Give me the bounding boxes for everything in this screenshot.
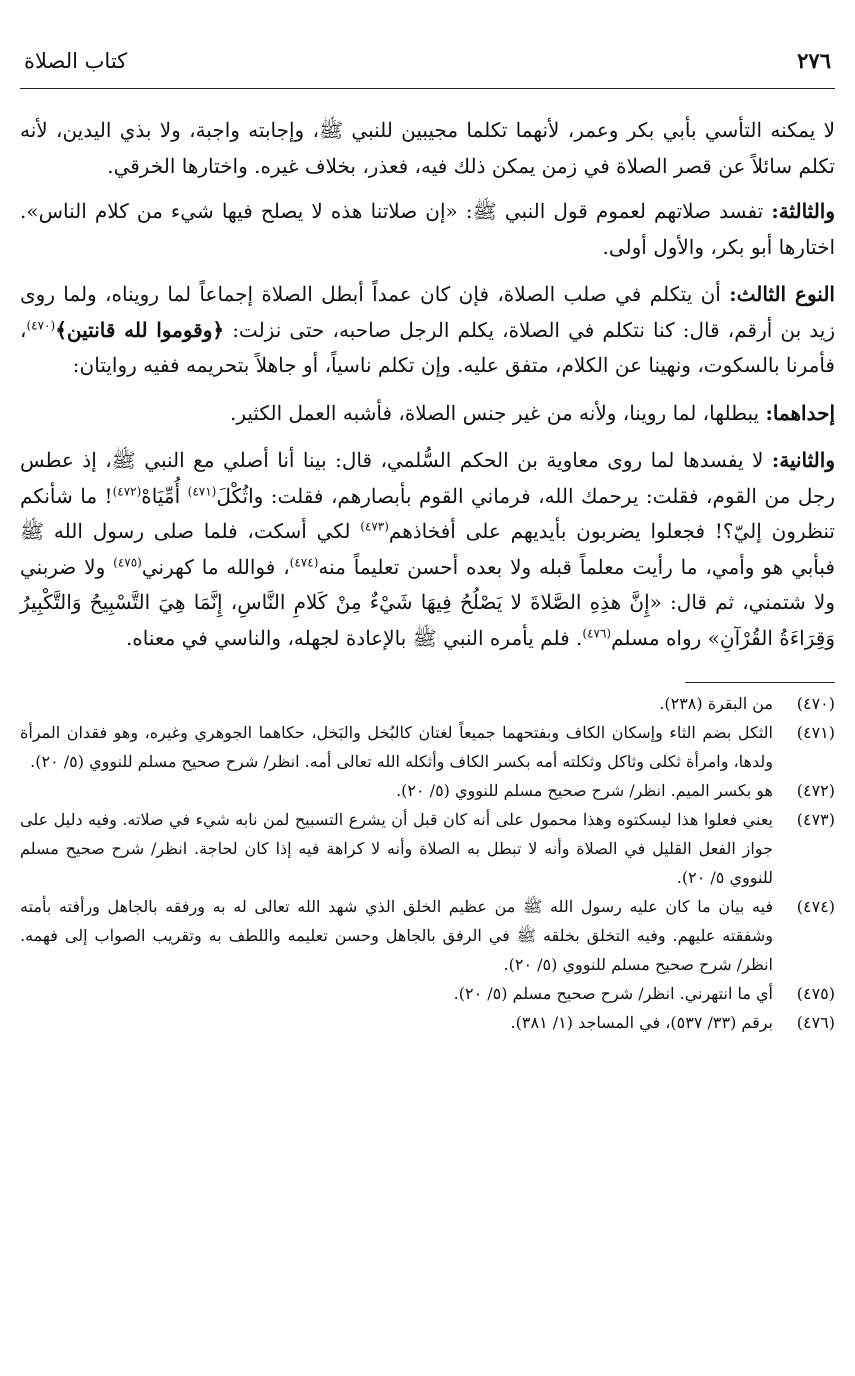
footnote-number: (٤٧١) bbox=[796, 723, 835, 742]
footnote-ref: (٤٧٢) bbox=[112, 483, 142, 498]
paragraph-text: لا يفسدها لما روى معاوية بن الحكم السُّلمي، قال: بينا أنا أصلي مع النبي ﷺ، إذ عطس رجل من القوم، فقلت: يرحمك الله، فرماني القوم بأبصارهم، فقلت: واثُكْلَ bbox=[20, 448, 836, 508]
paragraph bbox=[20, 277, 835, 384]
footnote bbox=[20, 689, 835, 718]
footnote bbox=[20, 776, 835, 805]
footnote bbox=[20, 979, 835, 1008]
page-number: ٢٧٦ bbox=[797, 48, 831, 73]
paragraph-label: والثانية: bbox=[771, 448, 835, 472]
footnote-ref: (٤٧٤) bbox=[289, 554, 319, 569]
footnote-ref: (٤٧٣) bbox=[360, 519, 389, 534]
footnote bbox=[20, 1008, 835, 1037]
footnote-text: الثكل بضم الثاء وإسكان الكاف وبفتحهما جميعاً لغتان كالبُخل والبَخل، حكاهما الجوهري وغيره، وهو فقدان المرأة ولدها، وامرأة ثكلى وثاكل وثكلته أمه بكسر الكاف وأثكله الله تعالى أمه. انظر/ شرح صحيح مسلم للنووي (٥/ ٢٠). bbox=[20, 723, 773, 771]
footnote-ref: (٤٧٦) bbox=[582, 625, 612, 640]
paragraph-text: أن يتكلم في صلب الصلاة، فإن كان عمداً أبطل الصلاة إجماعاً لما رويناه، ولما روى زيد بن أرقم، قال: كنا نتكلم في الصلاة، يكلم الرجل صاحبه، حتى نزلت: bbox=[20, 282, 835, 342]
paragraph-text: . فلم يأمره النبي ﷺ بالإعادة لجهله، والناسي في معناه. bbox=[125, 625, 583, 650]
paragraph-text: ، فأمرنا بالسكوت، ونهينا عن الكلام، متفق عليه. وإن تكلم ناسياً، أو جاهلاً بتحريمه ففيه روايتان: bbox=[20, 317, 835, 377]
footnote-text: برقم (٣٣/ ٥٣٧)، في المساجد (١/ ٣٨١). bbox=[510, 1013, 773, 1032]
footnote-number: (٤٧٤) bbox=[796, 897, 835, 916]
footnote-ref: (٤٧٠) bbox=[26, 317, 56, 332]
footnote-text: هو بكسر الميم. انظر/ شرح صحيح مسلم للنووي (٥/ ٢٠). bbox=[396, 781, 773, 800]
paragraph-text: ! ما شأنكم تنظرون إليّ؟! فجعلوا يضربون بأيديهم على أفخاذهم bbox=[20, 483, 835, 543]
paragraph-text: يبطلها، لما روينا، ولأنه من غير جنس الصلاة، فأشبه العمل الكثير. bbox=[229, 400, 766, 425]
paragraph-text: تفسد صلاتهم لعموم قول النبي ﷺ: «إن صلاتنا هذه لا يصلح فيها شيء من كلام الناس». اختارها أبو بكر، والأول أولى. bbox=[20, 199, 835, 259]
paragraph-label: والثالثة: bbox=[771, 199, 835, 223]
paragraph bbox=[20, 194, 835, 265]
footnote-text: فيه بيان ما كان عليه رسول الله ﷺ من عظيم الخلق الذي شهد الله تعالى له به ورفقه بالجاهل ورأفته بأمته وشفقته عليهم. وفيه التخلق بخلقه ﷺ في الرفق بالجاهل وحسن تعليمه واللطف به وتقريب الصواب إلى فهمه. انظر/ شرح صحيح مسلم للنووي (٥/ ٢٠). bbox=[20, 897, 773, 974]
footnote bbox=[20, 718, 835, 776]
paragraph bbox=[20, 443, 835, 656]
paragraph-text: أُمِّيَاهْ bbox=[141, 483, 188, 508]
footnote bbox=[20, 805, 835, 892]
paragraph bbox=[20, 396, 835, 432]
footnotes bbox=[20, 689, 835, 1037]
running-title: كتاب الصلاة bbox=[24, 49, 128, 73]
footnote-ref: (٤٧٥) bbox=[113, 554, 142, 569]
footnote-number: (٤٧٠) bbox=[796, 694, 835, 713]
footnote-ref: (٤٧١) bbox=[187, 483, 217, 498]
footnote-text: أي ما انتهرني. انظر/ شرح صحيح مسلم (٥/ ٢٠). bbox=[453, 984, 773, 1003]
footnote-number: (٤٧٥) bbox=[796, 984, 835, 1003]
quran-verse: ﴿وقوموا لله قانتين﴾ bbox=[55, 317, 225, 342]
main-text bbox=[20, 113, 835, 656]
paragraph-label: إحداهما: bbox=[765, 400, 835, 425]
book-page bbox=[20, 48, 835, 1037]
footnote-number: (٤٧٦) bbox=[796, 1013, 835, 1032]
paragraph-text: لكي أسكت، فلما صلى رسول الله ﷺ فبأبي هو وأمي، ما رأيت معلماً قبله ولا بعده أحسن تعليماً منه bbox=[20, 519, 835, 579]
footnote-number: (٤٧٣) bbox=[796, 810, 835, 829]
footnote-text: من البقرة (٢٣٨). bbox=[659, 694, 773, 713]
footnote-number: (٤٧٢) bbox=[796, 781, 835, 800]
paragraph-label: النوع الثالث: bbox=[729, 282, 835, 306]
paragraph-text: لا يمكنه التأسي بأبي بكر وعمر، لأنهما تكلما مجيبين للنبي ﷺ، وإجابته واجبة، ولا بذي اليدين، لأنه تكلم سائلاً عن قصر الصلاة في زمن يمكن ذلك فيه، فعذر، بخلاف غيره. واختارها الخرقي. bbox=[20, 118, 835, 178]
paragraph-text: ، فوالله ما كهرني bbox=[141, 554, 290, 579]
footnote-separator bbox=[685, 682, 835, 683]
paragraph bbox=[20, 113, 835, 184]
page-header bbox=[20, 48, 835, 89]
paragraph-text: ولا ضربني ولا شتمني، ثم قال: «إِنَّ هذِهِ الصَّلاةَ لا يَصْلُحُ فِيهَا شَيْءٌ مِنْ كَلامِ النَّاسِ، إِنَّمَا هِيَ التَّسْبِيحُ وَالتَّكْبِيرُ وَقِرَاءَةُ القُرْآنِ» رواه مسلم bbox=[20, 554, 835, 650]
footnote bbox=[20, 892, 835, 979]
footnote-text: يعني فعلوا هذا ليسكتوه وهذا محمول على أنه كان قبل أن يشرع التسبيح لمن نابه شيء في صلاته. وفيه دليل على جواز الفعل القليل في الصلاة وأنه لا تبطل به الصلاة وأنه لا كراهة فيه إذا كان لحاجة. انظر/ شرح صحيح مسلم للنووي ٥/ ٢٠). bbox=[20, 810, 774, 887]
